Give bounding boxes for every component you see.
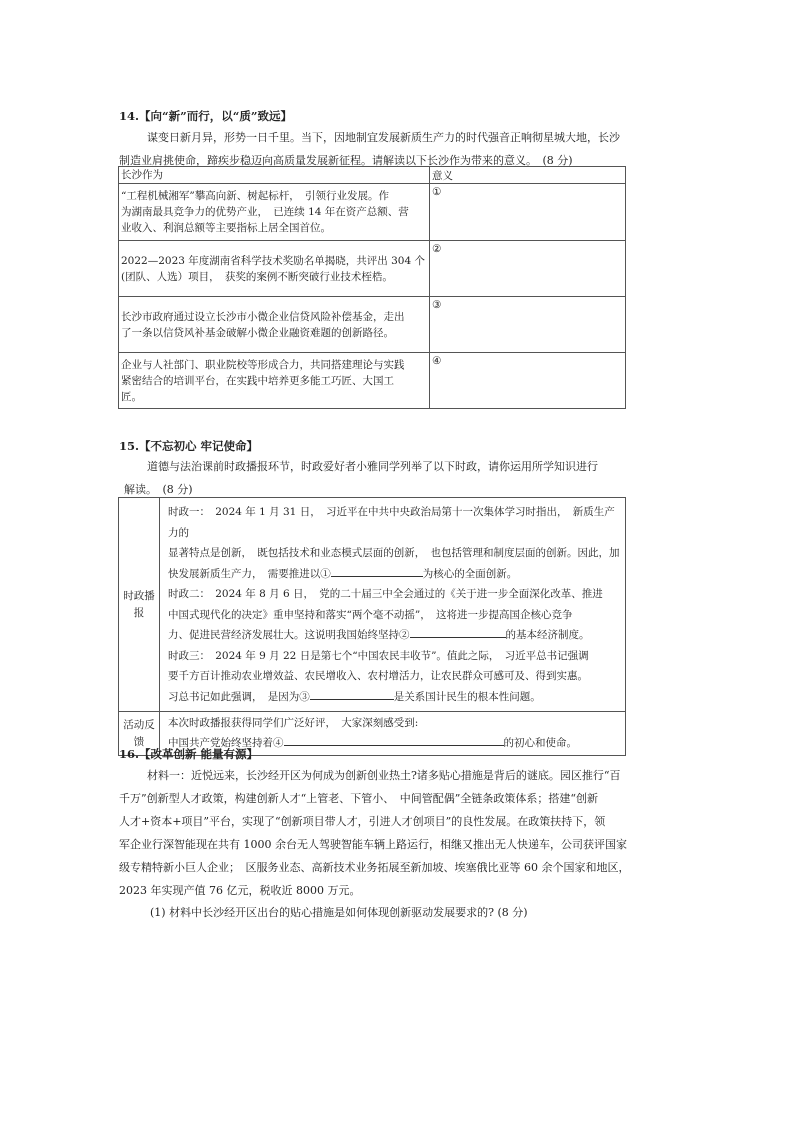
blank-4-input[interactable] xyxy=(284,733,504,746)
q15-news2-line3-pre: 力、促进民营经济发展壮大。这说明我国始终坚持② xyxy=(168,629,410,641)
q14-row3-line2: 了一条以信贷风补基金破解小微企业融资难题的创新路径。 xyxy=(121,326,394,339)
q15-news-row xyxy=(119,498,626,712)
q14-table xyxy=(118,166,626,409)
q14-row1-line3: 业收入、利润总额等主要指标上居全国首位。 xyxy=(121,222,331,234)
q15-news3-line1: 时政三： 2024 年 9 月 22 日是第七个“中国农民丰收节”。值此之际， 习近平总书记强调 xyxy=(168,649,589,662)
q15-news1-line3 xyxy=(168,564,621,585)
q14-table-header xyxy=(119,167,626,184)
q15-feedback-label-line1: 活动反 xyxy=(123,718,155,731)
q15-news2-line3 xyxy=(168,625,621,646)
q14-row4-answer-cell[interactable] xyxy=(430,353,626,409)
q15-news2-line3-post: 的基本经济制度。 xyxy=(505,629,590,641)
q14-row2-line1: 2022—2023 年度湖南省科学技术奖励名单揭晓，共评出 304 个 xyxy=(121,254,425,267)
q14-row2-line2: (团队、人选）项目， 获奖的案例不断突破行业技术桎梏。 xyxy=(121,270,393,283)
table-row xyxy=(119,353,626,409)
q14-row1-line1: “工程机械湘军”攀高向新、树起标杆， 引领行业发展。作 xyxy=(121,190,389,202)
q14-intro-line1: 谋变日新月异，形势一日千里。当下，因地制宜发展新质生产力的时代强音正响彻星城大地，长沙 xyxy=(147,131,620,144)
q14-row1-line2: 为湖南最具竞争力的优势产业， 已连续 14 年在资产总额、营 xyxy=(121,206,409,218)
q15-news2-line2: 中国式现代化的决定》重申坚持和落实“两个毫不动摇”， 这将进一步提高国企核心竞争 xyxy=(168,608,573,621)
q15-news-label-line2: 报 xyxy=(133,606,145,619)
q16-subquestion-1: (1) 材料中长沙经开区出台的贴心措施是如何体现创新驱动发展要求的? (8 分) xyxy=(150,906,528,919)
q14-row3-marker: ③ xyxy=(432,299,442,311)
q15-intro-line1: 道德与法治课前时政播报环节，时政爱好者小雅同学列举了以下时政，请你运用所学知识进行 xyxy=(147,460,598,473)
q14-row3-action xyxy=(119,297,430,353)
q15-news1-line3-pre: 快发展新质生产力， 需要推进以① xyxy=(168,567,331,580)
q15-news-label xyxy=(119,498,160,712)
q14-intro-line2: 制造业肩挑使命，蹄疾步稳迈向高质量发展新征程。请解读以下长沙作为带来的意义。 (8 分) xyxy=(119,154,573,167)
q14-col-right-header: 意义 xyxy=(430,167,626,184)
blank-1-input[interactable] xyxy=(331,564,423,577)
q15-feedback-label-line2: 馈 xyxy=(133,735,145,748)
q14-row4-line2: 紧密结合的培训平台，在实践中培养更多能工巧匠、大国工 xyxy=(121,374,394,387)
q14-row3-answer-cell[interactable] xyxy=(430,297,626,353)
q15-feedback-line1: 本次时政播报获得同学们广泛好评， 大家深刻感受到: xyxy=(168,717,419,729)
q14-row2-action xyxy=(119,241,430,297)
q16-line4: 军企业行深智能现在共有 1000 余台无人驾驶智能车辆上路运行，相继又推出无人快递车，公司获评国家 xyxy=(119,838,627,851)
q14-row3-line1: 长沙市政府通过设立长沙市小微企业信贷风险补偿基金，走出 xyxy=(121,310,405,323)
q14-row4-marker: ④ xyxy=(432,355,442,367)
q15-table xyxy=(118,497,626,756)
q14-col-left-header: 长沙作为 xyxy=(119,167,430,184)
q15-feedback-line2-pre: 中国共产党始终坚持着④ xyxy=(168,737,284,749)
q14-title: 14.【向“新”而行，以“质”致远】 xyxy=(119,109,292,123)
q16-line2: 千万”创新型人才政策，构建创新人才“上管老、下管小、 中间管配偶”全链条政策体系；搭建“创新 xyxy=(119,792,598,805)
q15-intro-line2: 解读。 (8 分) xyxy=(124,483,193,496)
q15-news-content xyxy=(160,498,626,712)
q15-title: 15.【不忘初心 牢记使命】 xyxy=(119,439,259,453)
q15-news3-line2: 要千方百计推动农业增效益、农民增收入、农村增活力，让农民群众可感可及、得到实惠。 xyxy=(168,670,588,682)
q16-title: 16.【改革创新 能量有源】 xyxy=(119,747,259,761)
q15-news3-line3 xyxy=(168,687,621,708)
q14-row2-answer-cell[interactable] xyxy=(430,241,626,297)
q14-row4-line3: 匠。 xyxy=(121,390,142,403)
table-row xyxy=(119,297,626,353)
q14-row2-marker: ② xyxy=(432,243,442,255)
table-row xyxy=(119,184,626,241)
table-row xyxy=(119,241,626,297)
q14-row1-answer-cell[interactable] xyxy=(430,184,626,241)
q15-news1-line1: 时政一： 2024 年 1 月 31 日， 习近平在中共中央政治局第十一次集体学习时指出， 新质生产力的 xyxy=(168,506,615,539)
q15-news1-line2: 显著特点是创新， 既包括技术和业态模式层面的创新， 也包括管理和制度层面的创新。因此，加 xyxy=(168,547,620,559)
q16-line1: 材料一：近悦远来，长沙经开区为何成为创新创业热土?诸多贴心措施是背后的谜底。园区推行“百 xyxy=(147,769,621,782)
blank-3-input[interactable] xyxy=(310,687,394,700)
q14-row1-action xyxy=(119,184,430,241)
blank-2-input[interactable] xyxy=(410,625,506,638)
q15-news1-line3-post: 为核心的全面创新。 xyxy=(422,567,518,580)
q15-news2-line1: 时政二： 2024 年 8 月 6 日， 党的二十届三中全会通过的《关于进一步全面深化改革、推进 xyxy=(168,588,603,600)
q14-row4-line1: 企业与人社部门、职业院校等形成合力，共同搭建理论与实践 xyxy=(121,358,405,371)
q15-feedback-line2-post: 的初心和使命。 xyxy=(503,737,577,749)
q15-news-label-line1: 时政播 xyxy=(123,589,155,602)
q16-line6: 2023 年实现产值 76 亿元，税收近 8000 万元。 xyxy=(119,884,361,897)
q16-line5: 级专精特新小巨人企业； 区服务业态、高新技术业务拓展至新加坡、埃塞俄比亚等 60 余个国家和地区， xyxy=(119,861,630,874)
q16-line3: 人才+资本+项目”平台，实现了“创新项目带人才，引进人才创项目”的良性发展。在政策扶持下，领 xyxy=(119,815,606,828)
q15-news3-line3-pre: 习总书记如此强调， 是因为③ xyxy=(168,690,310,703)
q15-news3-line3-post: 是关系国计民生的根本性问题。 xyxy=(393,690,541,703)
q14-row4-action xyxy=(119,353,430,409)
q14-row1-marker: ① xyxy=(432,186,442,198)
